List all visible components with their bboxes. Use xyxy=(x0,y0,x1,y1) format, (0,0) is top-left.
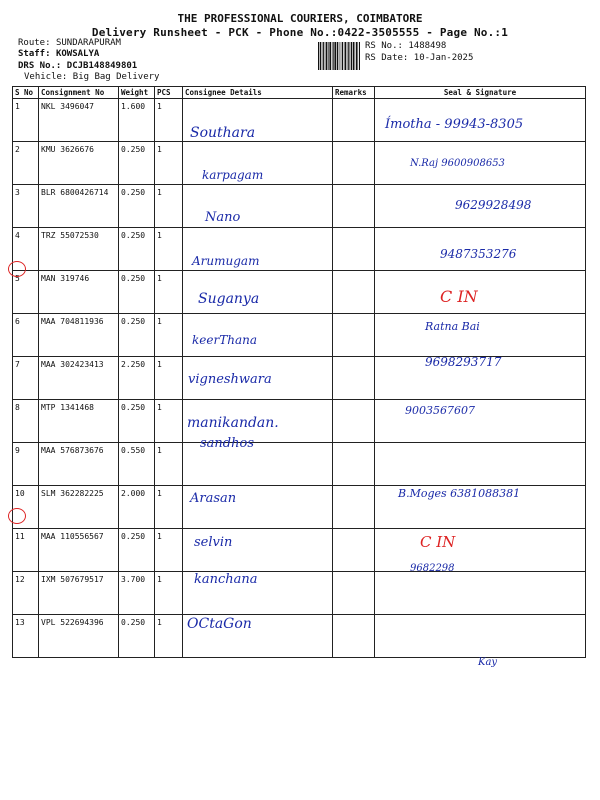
col-weight: Weight xyxy=(119,87,155,99)
cell-weight: 0.250 xyxy=(119,271,155,314)
table-row xyxy=(13,443,586,486)
cell-pcs: 1 xyxy=(155,185,183,228)
cell-sno: 6 xyxy=(13,314,39,357)
rs-date-value: 10-Jan-2025 xyxy=(413,53,474,63)
cell-pcs: 1 xyxy=(155,314,183,357)
handwritten-consignee-name: keerThana xyxy=(192,333,257,347)
cell-sno: 2 xyxy=(13,142,39,185)
col-remarks: Remarks xyxy=(333,87,375,99)
cell-signature xyxy=(375,529,586,572)
cell-signature xyxy=(375,615,586,658)
cell-consignment: MAA 302423413 xyxy=(39,357,119,400)
table-row xyxy=(13,529,586,572)
cell-pcs: 1 xyxy=(155,142,183,185)
cell-weight: 0.250 xyxy=(119,228,155,271)
cell-signature xyxy=(375,572,586,615)
cell-remarks xyxy=(333,142,375,185)
route-line xyxy=(18,38,121,48)
handwritten-consignee-name: selvin xyxy=(194,535,233,550)
staff-label: Staff: xyxy=(18,49,51,59)
rs-date-label: RS Date: xyxy=(365,53,409,63)
handwritten-consignee-name: Arasan xyxy=(190,491,237,506)
cell-pcs: 1 xyxy=(155,572,183,615)
col-sno: S No xyxy=(13,87,39,99)
cell-remarks xyxy=(333,99,375,142)
vehicle-value: Big Bag Delivery xyxy=(72,72,160,82)
route-value: SUNDARAPURAM xyxy=(55,38,121,48)
handwritten-signature: Ratna Bai xyxy=(425,320,480,333)
table-row xyxy=(13,572,586,615)
table-row xyxy=(13,314,586,357)
staff-value: KOWSALYA xyxy=(55,49,100,59)
cell-consignment: MAN 319746 xyxy=(39,271,119,314)
handwritten-consignee-name: OCtaGon xyxy=(187,616,252,632)
handwritten-signature: C IN xyxy=(420,533,456,551)
cell-weight: 0.250 xyxy=(119,615,155,658)
handwritten-signature: 9698293717 xyxy=(425,355,502,369)
table-row xyxy=(13,271,586,314)
runsheet-table xyxy=(12,86,586,658)
rs-no-line xyxy=(365,41,446,51)
cell-sno: 5 xyxy=(13,271,39,314)
cell-consignment: KMU 3626676 xyxy=(39,142,119,185)
handwritten-signature: 9003567607 xyxy=(405,404,475,417)
cell-remarks xyxy=(333,443,375,486)
cell-signature xyxy=(375,443,586,486)
cell-weight: 0.250 xyxy=(119,142,155,185)
red-circle-mark xyxy=(8,508,26,524)
handwritten-signature: C IN xyxy=(440,287,478,306)
rs-date-line xyxy=(365,53,473,63)
cell-remarks xyxy=(333,486,375,529)
table-row xyxy=(13,615,586,658)
cell-remarks xyxy=(333,529,375,572)
cell-remarks xyxy=(333,314,375,357)
col-signature: Seal & Signature xyxy=(375,87,586,99)
cell-remarks xyxy=(333,572,375,615)
handwritten-consignee-name: Southara xyxy=(190,125,256,141)
cell-weight: 2.250 xyxy=(119,357,155,400)
red-circle-mark xyxy=(8,261,26,277)
cell-sno: 7 xyxy=(13,357,39,400)
cell-pcs: 1 xyxy=(155,99,183,142)
cell-weight: 2.000 xyxy=(119,486,155,529)
cell-consignment: IXM 507679517 xyxy=(39,572,119,615)
barcode-image xyxy=(318,42,360,70)
cell-weight: 0.550 xyxy=(119,443,155,486)
col-consignment: Consignment No xyxy=(39,87,119,99)
cell-pcs: 1 xyxy=(155,228,183,271)
cell-remarks xyxy=(333,615,375,658)
document-title: THE PROFESSIONAL COURIERS, COIMBATORE xyxy=(177,12,423,25)
cell-weight: 0.250 xyxy=(119,400,155,443)
document-subtitle: Delivery Runsheet - PCK - Phone No.:0422-3505555 - Page No.:1 xyxy=(91,26,509,39)
handwritten-signature: 9629928498 xyxy=(455,198,532,212)
table-row xyxy=(13,400,586,443)
cell-consignment: TRZ 55072530 xyxy=(39,228,119,271)
cell-sno: 13 xyxy=(13,615,39,658)
cell-signature xyxy=(375,271,586,314)
cell-remarks xyxy=(333,228,375,271)
col-pcs: PCS xyxy=(155,87,183,99)
cell-sno: 4 xyxy=(13,228,39,271)
cell-consignment: MAA 704811936 xyxy=(39,314,119,357)
handwritten-consignee-name: kanchana xyxy=(194,572,258,587)
col-consignee: Consignee Details xyxy=(183,87,333,99)
handwritten-consignee-name: manikandan. xyxy=(187,415,279,431)
handwritten-consignee-name: Arumugam xyxy=(192,254,260,268)
staff-line xyxy=(18,49,99,59)
cell-remarks xyxy=(333,271,375,314)
cell-sno: 9 xyxy=(13,443,39,486)
handwritten-consignee-name: karpagam xyxy=(202,168,264,182)
cell-weight: 1.600 xyxy=(119,99,155,142)
vehicle-line xyxy=(24,72,159,82)
cell-remarks xyxy=(333,357,375,400)
cell-pcs: 1 xyxy=(155,529,183,572)
handwritten-signature: 9487353276 xyxy=(440,247,517,261)
cell-weight: 3.700 xyxy=(119,572,155,615)
cell-pcs: 1 xyxy=(155,400,183,443)
cell-sno: 12 xyxy=(13,572,39,615)
handwritten-signature: Ímotha - 99943-8305 xyxy=(385,117,524,132)
table-header-row xyxy=(13,87,586,99)
cell-consignment: VPL 522694396 xyxy=(39,615,119,658)
rs-no-value: 1488498 xyxy=(408,41,447,51)
drs-value: DCJB148849801 xyxy=(66,61,138,71)
handwritten-consignee-name: sandhos xyxy=(200,436,254,451)
cell-pcs: 1 xyxy=(155,443,183,486)
cell-sno: 11 xyxy=(13,529,39,572)
cell-sno: 1 xyxy=(13,99,39,142)
cell-weight: 0.250 xyxy=(119,185,155,228)
cell-pcs: 1 xyxy=(155,357,183,400)
handwritten-signature: 9682298 xyxy=(410,563,455,574)
cell-remarks xyxy=(333,185,375,228)
cell-consignment: MAA 110556567 xyxy=(39,529,119,572)
cell-consignment: MTP 1341468 xyxy=(39,400,119,443)
cell-consignment: NKL 3496047 xyxy=(39,99,119,142)
cell-consignment: BLR 6800426714 xyxy=(39,185,119,228)
cell-pcs: 1 xyxy=(155,615,183,658)
vehicle-label: Vehicle: xyxy=(24,72,68,82)
drs-label: DRS No.: xyxy=(18,61,62,71)
cell-signature xyxy=(375,314,586,357)
cell-weight: 0.250 xyxy=(119,529,155,572)
cell-pcs: 1 xyxy=(155,486,183,529)
handwritten-signature: Kay xyxy=(478,657,498,668)
cell-consignment: SLM 362282225 xyxy=(39,486,119,529)
cell-weight: 0.250 xyxy=(119,314,155,357)
cell-sno: 3 xyxy=(13,185,39,228)
handwritten-consignee-name: Nano xyxy=(205,210,241,225)
handwritten-signature: N.Raj 9600908653 xyxy=(410,158,505,169)
cell-sno: 10 xyxy=(13,486,39,529)
cell-remarks xyxy=(333,400,375,443)
handwritten-consignee-name: Suganya xyxy=(198,291,260,307)
handwritten-consignee-name: vigneshwara xyxy=(188,372,272,387)
cell-sno: 8 xyxy=(13,400,39,443)
handwritten-signature: B.Moges 6381088381 xyxy=(398,487,521,500)
rs-no-label: RS No.: xyxy=(365,41,403,51)
drs-line xyxy=(18,61,137,71)
cell-pcs: 1 xyxy=(155,271,183,314)
route-label: Route: xyxy=(18,38,51,48)
cell-consignment: MAA 576873676 xyxy=(39,443,119,486)
